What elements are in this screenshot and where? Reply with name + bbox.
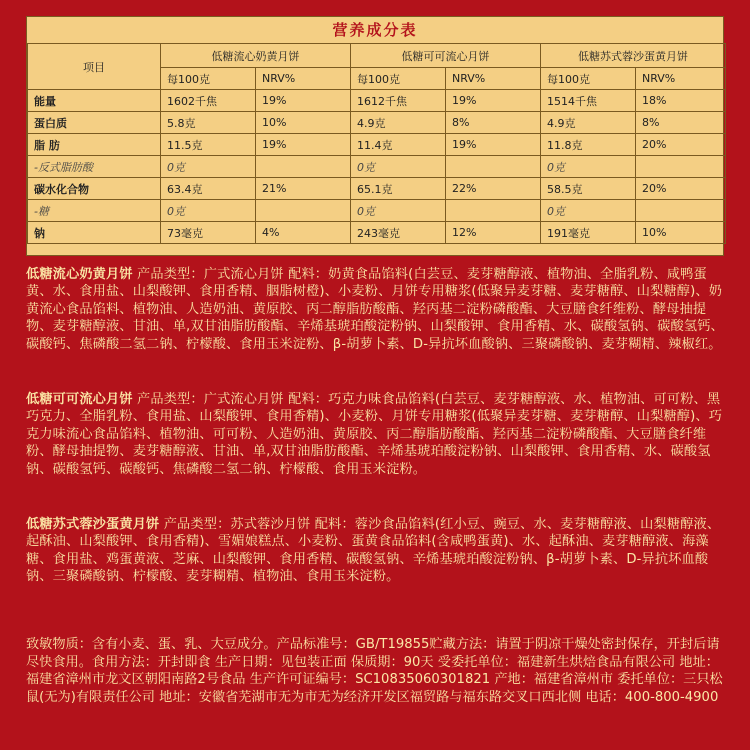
nutrient-label: -反式脂肪酸 [28,156,161,178]
nutrient-per100-value: 0克 [351,200,446,222]
nutrient-per100-value: 1612千焦 [351,90,446,112]
product-name-2: 低糖可可流心月饼 [351,44,541,68]
product-description-1 [26,266,726,353]
nutrient-nrv-value: 20% [636,134,726,156]
nutrient-per100-value: 4.9克 [351,112,446,134]
nutrient-label: 能量 [28,90,161,112]
per100-header: 每100克 [161,68,256,90]
product-type-key: 产品类型： [163,517,231,532]
product-name-3: 低糖苏式蓉沙蛋黄月饼 [541,44,726,68]
nutrient-nrv-value [446,156,541,178]
nutrient-per100-value: 58.5克 [541,178,636,200]
product-type-value: 苏式蓉沙月饼 [230,517,311,532]
nutrient-row [28,90,726,112]
nutrient-nrv-value [636,200,726,222]
nutrient-per100-value: 0克 [161,156,256,178]
product-desc-name: 低糖苏式蓉沙蛋黄月饼 [26,517,160,532]
product-header-row [28,44,726,68]
nutrient-nrv-value: 19% [446,134,541,156]
product-type-key: 产品类型： [137,392,204,407]
nutrient-nrv-value: 19% [256,90,351,112]
nutrient-row [28,178,726,200]
ingredients-value: 巧克力味食品馅料(白芸豆、麦芽糖醇液、水、植物油、可可粉、黑巧克力、全脂乳粉、食用盐、山梨酸钾、食用香精)、小麦粉、月饼专用糖浆(低聚异麦芽糖、麦芽糖醇、山梨糖醇)、巧克力味流心食品馅料、植物油、可可粉、人造奶油、黄原胶、丙二醇脂肪酸酯、羟丙基二淀粉磷酸酯、大豆膳食纤维粉、酵母抽提物、麦芽糖醇液、甘油、单,双甘油脂肪酸酯、辛烯基琥珀酸淀粉钠、山梨酸钾、食用香精、水、碳酸氢钠、碳酸氢钙、碳酸钙、焦磷酸二氢二钠、柠檬酸、食用玉米淀粉。 [26,392,723,477]
nutrient-nrv-value: 22% [446,178,541,200]
nutrient-per100-value: 1514千焦 [541,90,636,112]
ingredients-key: 配料： [288,267,329,282]
nutrient-nrv-value [256,156,351,178]
nutrition-grid [27,43,726,244]
nutrient-per100-value: 11.5克 [161,134,256,156]
nutrient-per100-value: 191毫克 [541,222,636,244]
nutrient-nrv-value: 12% [446,222,541,244]
nutrient-per100-value: 1602千焦 [161,90,256,112]
nutrient-per100-value: 243毫克 [351,222,446,244]
per100-header: 每100克 [351,68,446,90]
nutrient-row [28,200,726,222]
nutrient-row [28,222,726,244]
product-description-3 [26,516,726,586]
nutrition-table-title: 营养成分表 [332,21,418,39]
nutrient-per100-value: 5.8克 [161,112,256,134]
product-name-1: 低糖流心奶黄月饼 [161,44,351,68]
nutrient-nrv-value [636,156,726,178]
nutrient-row [28,156,726,178]
nutrient-nrv-value: 10% [636,222,726,244]
product-type-value: 广式流心月饼 [203,267,284,282]
nutrient-label: 蛋白质 [28,112,161,134]
nutrient-per100-value: 11.4克 [351,134,446,156]
nutrient-row [28,134,726,156]
nutrient-per100-value: 73毫克 [161,222,256,244]
ingredients-value: 奶黄食品馅料(白芸豆、麦芽糖醇液、植物油、全脂乳粉、咸鸭蛋黄、水、食用盐、山梨酸钾、食用香精、胭脂树橙)、小麦粉、月饼专用糖浆(低聚异麦芽糖、麦芽糖醇、山梨糖醇)、奶黄流心食品馅料、植物油、人造奶油、黄原胶、丙二醇脂肪酸酯、羟丙基二淀粉磷酸酯、大豆膳食纤维粉、酵母抽提物、麦芽糖醇液、甘油、单,双甘油脂肪酸酯、辛烯基琥珀酸淀粉钠、山梨酸钾、食用香精、水、碳酸氢钠、碳酸氢钙、碳酸钙、焦磷酸二氢二钠、柠檬酸、食用玉米淀粉、β-胡萝卜素、D-异抗坏血酸钠、三聚磷酸钠、麦芽糊精、辣椒红。 [26,267,724,352]
nutrient-per100-value: 0克 [161,200,256,222]
ingredients-key: 配料： [314,517,355,532]
ingredients-key: 配料： [288,392,329,407]
nutrient-nrv-value: 19% [256,134,351,156]
nrv-header: NRV% [446,68,541,90]
nutrient-nrv-value: 18% [636,90,726,112]
nutrient-row [28,112,726,134]
nutrient-nrv-value: 4% [256,222,351,244]
nutrient-label: -糖 [28,200,161,222]
nutrient-nrv-value: 8% [636,112,726,134]
product-desc-name: 低糖流心奶黄月饼 [26,267,133,282]
nrv-header: NRV% [636,68,726,90]
item-header: 项目 [28,44,161,90]
product-type-key: 产品类型： [137,267,204,282]
nutrient-nrv-value: 8% [446,112,541,134]
per100-header: 每100克 [541,68,636,90]
nutrition-table [26,16,724,256]
nutrient-per100-value: 4.9克 [541,112,636,134]
nutrient-label: 钠 [28,222,161,244]
nutrient-per100-value: 0克 [541,200,636,222]
nutrient-per100-value: 0克 [351,156,446,178]
nrv-header: NRV% [256,68,351,90]
product-desc-name: 低糖可可流心月饼 [26,392,133,407]
product-description-2 [26,391,726,478]
product-type-value: 广式流心月饼 [203,392,284,407]
nutrient-nrv-value: 10% [256,112,351,134]
nutrient-per100-value: 63.4克 [161,178,256,200]
nutrient-per100-value: 11.8克 [541,134,636,156]
ingredients-value: 蓉沙食品馅料(红小豆、豌豆、水、麦芽糖醇液、山梨糖醇液、起酥油、山梨酸钾、食用香精)、雪媚娘糕点、小麦粉、蛋黄食品馅料(含咸鸭蛋黄)、水、起酥油、麦芽糖醇液、海藻糖、食用盐、鸡蛋黄液、芝麻、山梨酸钾、食用香精、碳酸氢钠、辛烯基琥珀酸淀粉钠、β-胡萝卜素、D-异抗坏血酸钠、三聚磷酸钠、柠檬酸、麦芽糊精、植物油、食用玉米淀粉。 [26,517,721,585]
nutrient-nrv-value [256,200,351,222]
product-info-footer: 致敏物质：含有小麦、蛋、乳、大豆成分。产品标准号：GB/T19855贮藏方法：请置于阴凉干燥处密封保存，开封后请尽快食用。食用方法：开封即食 生产日期：见包装正面 保质期：90天 受委托单位：福建新生烘焙食品有限公司 地址：福建省漳州市龙文区朝阳南路2号食品 生产许可证编号：SC10835060301821 产地：福建省漳州市 委托单位：三只松鼠(无为)有限责任公司 地址：安徽省芜湖市无为市无为经济开发区福贸路与福东路交叉口西北侧 电话：400-800-4900 [26,637,723,705]
nutrient-label: 脂 肪 [28,134,161,156]
nutrient-per100-value: 65.1克 [351,178,446,200]
nutrient-nrv-value [446,200,541,222]
nutrient-nrv-value: 21% [256,178,351,200]
nutrient-nrv-value: 19% [446,90,541,112]
nutrient-per100-value: 0克 [541,156,636,178]
nutrient-label: 碳水化合物 [28,178,161,200]
nutrient-nrv-value: 20% [636,178,726,200]
